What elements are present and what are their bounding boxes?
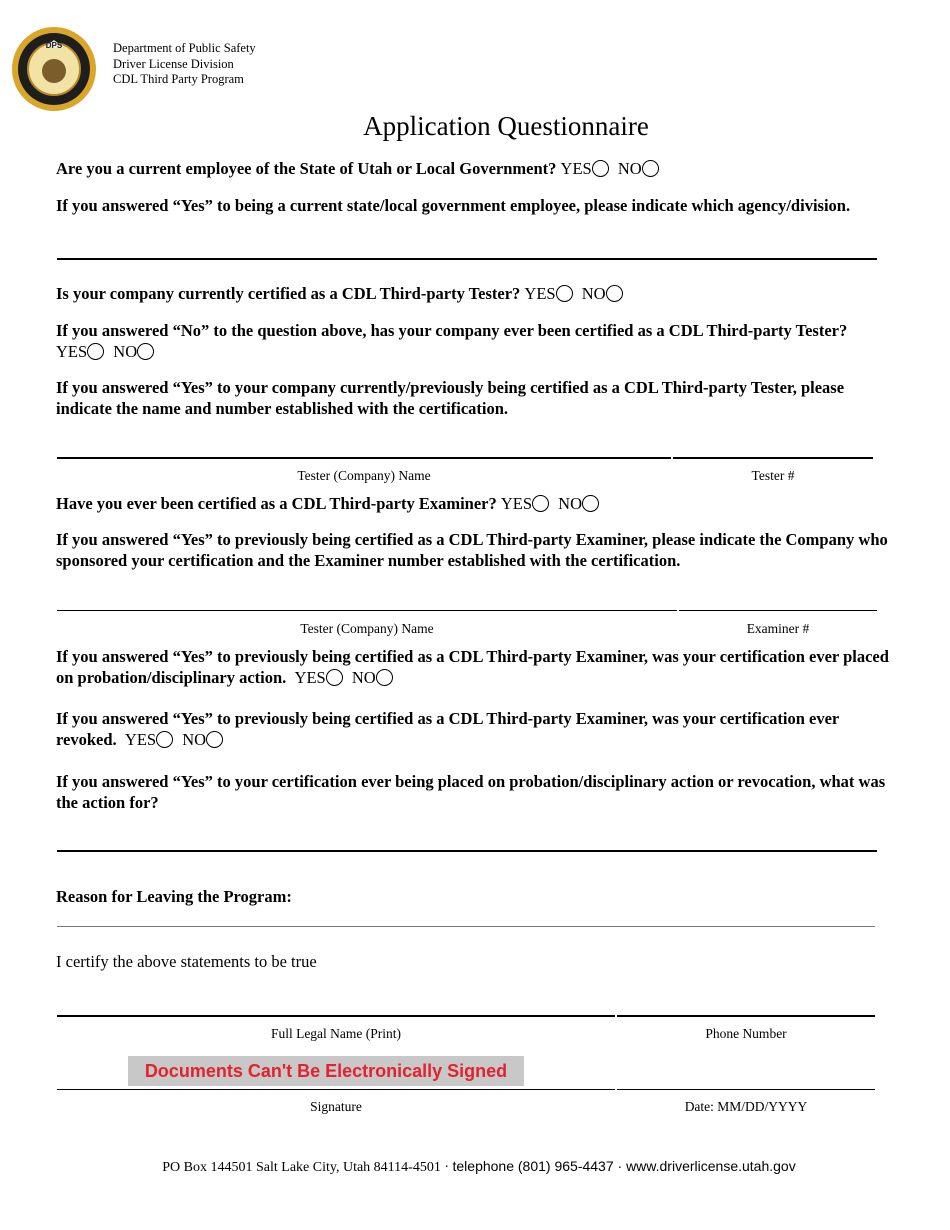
program-name: CDL Third Party Program: [113, 72, 244, 86]
tester-number-caption: Tester #: [751, 468, 795, 483]
company-certified-yes-radio[interactable]: [556, 285, 573, 302]
no-label: NO: [351, 668, 376, 687]
company-certified-no-radio[interactable]: [606, 285, 623, 302]
question-examiner-certified: [56, 493, 896, 514]
electronic-signature-notice: Documents Can't Be Electronically Signed: [128, 1056, 524, 1086]
question-agency: If you answered “Yes” to being a current state/local government employee, please indicate which agency/division.: [56, 196, 851, 215]
yes-label: YES: [560, 159, 592, 178]
reason-for-leaving-label: Reason for Leaving the Program:: [56, 887, 292, 906]
tester-company-name-caption: Tester (Company) Name: [297, 468, 431, 483]
full-legal-name-field[interactable]: [57, 1015, 615, 1017]
division-name: Driver License Division: [113, 56, 234, 71]
question-probation: [56, 646, 896, 688]
examiner-number-caption: Examiner #: [746, 621, 810, 636]
no-label: NO: [617, 159, 642, 178]
phone-number-field[interactable]: [617, 1015, 875, 1017]
yes-label: YES: [524, 284, 556, 303]
question-text: Are you a current employee of the State of Utah or Local Government?: [56, 159, 557, 178]
reason-for-leaving-field[interactable]: [57, 926, 875, 927]
state-employee-options: [561, 159, 664, 178]
tester-company-name-field[interactable]: [57, 457, 671, 459]
date-caption: Date: MM/DD/YYYY: [684, 1099, 808, 1114]
yes-label: YES: [294, 668, 326, 687]
probation-yes-radio[interactable]: [326, 669, 343, 686]
yes-label: YES: [124, 730, 157, 749]
page-title: Application Questionnaire: [363, 111, 649, 141]
examiner-number-field[interactable]: [679, 610, 877, 611]
question-text: If you answered “No” to the question above, has your company ever been certified as a CDL Third-party Tester?: [56, 321, 848, 340]
no-label: NO: [182, 730, 207, 749]
question-company-ever-certified: [56, 320, 896, 362]
probation-options: [295, 668, 398, 687]
tester-number-field[interactable]: [673, 457, 873, 459]
signature-field[interactable]: [57, 1089, 615, 1090]
company-ever-certified-no-radio[interactable]: [137, 343, 154, 360]
company-ever-certified-options: [56, 342, 159, 361]
question-tester-name-number: If you answered “Yes” to your company currently/previously being certified as a CDL Third-party Tester, please indicate the name and number established with the certification.: [56, 378, 845, 418]
question-examiner-sponsor: If you answered “Yes” to previously being certified as a CDL Third-party Examiner, please indicate the Company who sponsored your certification and the Examiner number established with the certification.: [56, 530, 888, 570]
footer-contact: [0, 1158, 950, 1176]
examiner-certified-yes-radio[interactable]: [532, 495, 549, 512]
question-text: If you answered “Yes” to previously being certified as a CDL Third-party Examiner, was your certification ever placed on probation/disciplinary action.: [56, 647, 889, 687]
question-text: Is your company currently certified as a CDL Third-party Tester?: [56, 284, 521, 303]
seal-ring-text: UTAH: [46, 53, 62, 59]
state-employee-no-radio[interactable]: [642, 160, 659, 177]
sponsor-company-name-field[interactable]: [57, 610, 677, 611]
question-state-employee: [56, 158, 896, 179]
phone-number-caption: Phone Number: [705, 1026, 787, 1041]
question-text: If you answered “Yes” to previously being certified as a CDL Third-party Examiner, was your certification ever revoked.: [56, 709, 839, 749]
department-name: Department of Public Safety: [113, 41, 256, 55]
letterhead: [113, 41, 256, 88]
yes-label: YES: [56, 342, 88, 361]
action-reason-field[interactable]: [57, 850, 877, 852]
revoked-options: [125, 730, 228, 749]
sponsor-company-name-caption: Tester (Company) Name: [300, 621, 434, 636]
no-label: NO: [558, 494, 582, 513]
examiner-certified-no-radio[interactable]: [582, 495, 599, 512]
question-revoked: [56, 708, 896, 750]
no-label: NO: [581, 284, 606, 303]
certify-statement: I certify the above statements to be true: [56, 952, 317, 971]
probation-no-radio[interactable]: [376, 669, 393, 686]
revoked-no-radio[interactable]: [206, 731, 223, 748]
question-action-reason: If you answered “Yes” to your certification ever being placed on probation/disciplinary action or revocation, what was the action for?: [56, 772, 886, 812]
signature-caption: Signature: [310, 1099, 362, 1114]
seal-text: DPS: [45, 41, 63, 50]
date-field[interactable]: [617, 1089, 875, 1090]
company-certified-options: [524, 284, 627, 303]
full-legal-name-caption: Full Legal Name (Print): [270, 1026, 402, 1041]
examiner-certified-options: [501, 494, 604, 513]
no-label: NO: [113, 342, 138, 361]
state-employee-yes-radio[interactable]: [592, 160, 609, 177]
yes-label: YES: [500, 494, 533, 513]
question-company-certified: [56, 283, 896, 304]
question-text: Have you ever been certified as a CDL Third-party Examiner?: [56, 494, 497, 513]
revoked-yes-radio[interactable]: [156, 731, 173, 748]
company-ever-certified-yes-radio[interactable]: [87, 343, 104, 360]
dps-seal-logo: [11, 26, 97, 112]
footer-address: PO Box 144501 Salt Lake City, Utah 84114-4501 ·: [162, 1160, 453, 1175]
footer-phone-website: telephone (801) 965-4437 · www.driverlicense.utah.gov: [452, 1158, 796, 1174]
agency-division-field[interactable]: [57, 258, 877, 260]
